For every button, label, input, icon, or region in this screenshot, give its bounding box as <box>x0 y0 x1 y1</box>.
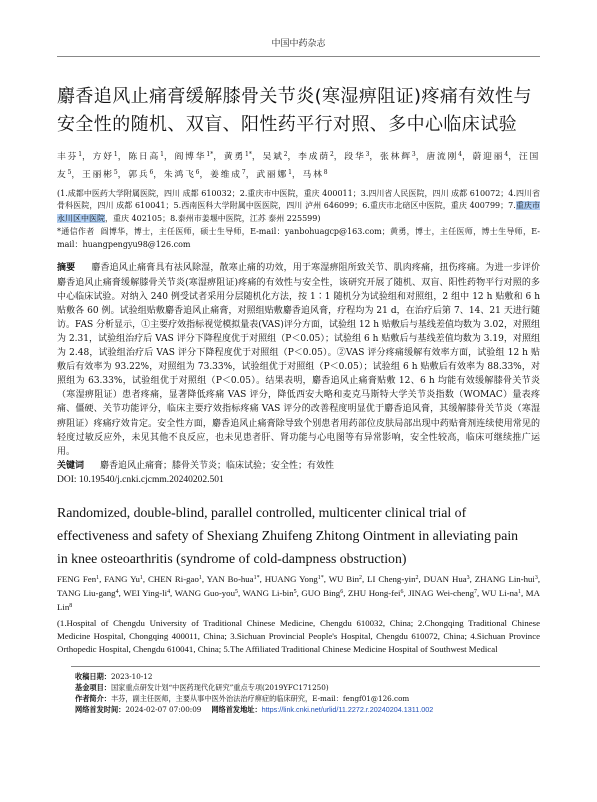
author-en <box>348 588 408 598</box>
author-en <box>475 574 540 584</box>
author-affiliation-mark: 1 <box>78 151 83 159</box>
author-affiliation-mark: 1 <box>139 574 143 581</box>
author-affiliation-mark: 4 <box>458 151 462 159</box>
received-date <box>75 671 540 682</box>
author-affiliation-mark: 1* <box>253 574 260 581</box>
author-cn <box>256 170 302 180</box>
author-separator: ， <box>369 152 381 162</box>
author-separator: ， <box>71 170 83 180</box>
author-separator: , <box>237 587 243 598</box>
author-name: 朱鸿飞 <box>163 170 196 180</box>
author-list-cn <box>57 148 540 184</box>
author-affiliation-mark: 7 <box>474 588 477 595</box>
keywords-label: 关键词 <box>57 460 85 471</box>
author-cn <box>426 152 472 162</box>
online-first-url-link[interactable]: https://link.cnki.net/urlid/11.2272.r.20240204.1311.002 <box>261 705 434 715</box>
author-affiliation-mark: 4 <box>504 151 509 159</box>
author-affiliation-mark: 1 <box>160 151 164 159</box>
author-separator: , <box>201 573 207 584</box>
corresponding-author-label: *通信作者 <box>57 226 95 236</box>
author-name: WEI Ying-li <box>123 587 168 598</box>
author-name: 张林辉 <box>380 152 412 162</box>
author-name: FENG Fen <box>57 573 97 584</box>
author-separator: , <box>361 573 368 584</box>
author-name: 黄勇 <box>223 152 246 162</box>
author-name: 武丽娜 <box>256 170 289 180</box>
author-name: 阎博华 <box>174 152 207 162</box>
author-name: 郭兵 <box>128 170 150 180</box>
author-en <box>482 588 526 598</box>
author-cn <box>93 152 129 162</box>
author-affiliation-mark: 3 <box>534 574 538 581</box>
author-bio-label: 作者简介： <box>75 694 111 704</box>
author-separator: , <box>323 573 329 584</box>
affiliations-text-rest: ，重庆 402105；8.泰州市姜堰中医院，江苏 泰州 225599) <box>105 214 321 224</box>
doi: DOI: 10.19540/j.cnki.cjcmm.20240202.501 <box>57 474 224 485</box>
author-separator: , <box>343 587 348 598</box>
author-en <box>265 574 329 584</box>
author-separator: ， <box>82 152 93 162</box>
author-affiliation-mark: 1 <box>288 169 292 177</box>
author-separator: , <box>476 587 482 598</box>
article-title-en: Randomized, double-blind, parallel controlled, multicenter clinical trial of effectiveness and safety of Shexiang Zhuifeng Zhitong Ointment in alleviating pain in knee osteoarthritis (syndrome of cold-dampness obstruction) <box>57 505 519 567</box>
author-en <box>243 588 302 598</box>
author-name: 唐流刚 <box>426 152 459 162</box>
author-separator: ， <box>213 152 224 162</box>
author-separator: , <box>403 587 409 598</box>
author-affiliation-mark: 8 <box>69 602 73 609</box>
author-en <box>57 574 104 584</box>
selected-text-highlight: 重庆市永川区中医院 <box>57 201 541 224</box>
online-first-time-label: 网络首发时间： <box>75 705 126 715</box>
author-cn <box>303 170 328 180</box>
author-name: 汪国友 <box>57 152 541 180</box>
author-name: ZHANG Lin-hui <box>474 573 535 584</box>
author-cn <box>57 152 93 162</box>
author-name: 丰芬 <box>57 152 79 162</box>
author-affiliation-mark: 1 <box>517 588 521 595</box>
author-affiliation-mark: 5 <box>234 588 238 595</box>
author-affiliation-mark: 5 <box>67 169 72 177</box>
author-affiliation-mark: 2 <box>359 574 362 581</box>
abstract-label: 摘要 <box>57 263 76 274</box>
author-name: WANG Li-bin <box>242 587 294 598</box>
author-en <box>329 574 367 584</box>
author-name: JINAG Wei-cheng <box>408 587 474 598</box>
author-bio-value: 丰芬，副主任医师，主要从事中医外治法治疗痹症的临床研究，E-mail：fengf01@126.com <box>110 694 410 704</box>
author-affiliation-mark: 4 <box>115 588 119 595</box>
author-separator: ， <box>251 152 263 162</box>
corresponding-author <box>57 226 540 252</box>
header-rule <box>57 56 540 57</box>
author-name: 蔚迎丽 <box>472 152 505 162</box>
author-separator: , <box>418 573 424 584</box>
author-name: 段华 <box>344 152 366 162</box>
author-name: 方妤 <box>92 152 114 162</box>
author-affiliation-mark: 4 <box>167 588 171 595</box>
author-en <box>57 588 123 598</box>
article-content <box>57 83 540 715</box>
author-affiliation-mark: 1* <box>317 574 324 581</box>
author-affiliation-mark: 6 <box>340 588 344 595</box>
author-en <box>424 574 475 584</box>
author-name: 李成荫 <box>298 152 330 162</box>
author-separator: , <box>142 573 149 584</box>
author-name: FANG Yu <box>104 573 140 584</box>
author-cn <box>473 152 519 162</box>
author-name: WU Li-na <box>481 587 518 598</box>
online-first-url-label: 网络首发地址： <box>211 705 262 715</box>
author-name: ZHU Hong-fei <box>348 587 401 598</box>
author-cn <box>175 152 224 162</box>
author-cn <box>298 152 344 162</box>
author-affiliation-mark: 3 <box>411 151 416 159</box>
article-title-cn: 麝香追风止痛膏缓解膝骨关节炎(寒湿痹阻证)疼痛有效性与安全性的随机、双盲、阳性药平行对照、多中心临床试验 <box>57 86 532 135</box>
author-separator: , <box>170 587 175 598</box>
author-separator: ， <box>291 170 303 180</box>
author-cn <box>82 170 128 180</box>
author-name: LI Cheng-yin <box>367 573 416 584</box>
article-footnotes <box>71 666 540 716</box>
online-first-time-value: 2024-02-07 07:00:09 <box>125 705 202 715</box>
author-affiliation-mark: 1 <box>198 574 202 581</box>
author-separator: ， <box>163 152 175 162</box>
author-cn <box>344 152 380 162</box>
author-separator: , <box>259 573 265 584</box>
author-separator: ， <box>287 152 299 162</box>
author-en <box>148 574 207 584</box>
author-affiliation-mark: 7 <box>241 169 246 177</box>
author-affiliation-mark: 1* <box>206 151 214 159</box>
author-name: GUO Bing <box>301 587 341 598</box>
author-affiliation-mark: 1* <box>245 151 252 159</box>
author-affiliation-mark: 1 <box>96 574 100 581</box>
author-cn <box>164 170 210 180</box>
author-cn <box>128 152 174 162</box>
author-separator: ， <box>461 152 473 162</box>
received-date-value: 2023-10-12 <box>110 672 153 682</box>
affiliations-cn <box>57 188 540 226</box>
author-name: HUANG Yong <box>264 573 318 584</box>
author-separator: , <box>520 587 526 598</box>
author-name: WANG Guo-you <box>174 587 235 598</box>
author-affiliation-mark: 6 <box>400 588 404 595</box>
author-en <box>408 588 481 598</box>
author-separator: , <box>469 573 475 584</box>
author-affiliation-mark: 1 <box>113 151 118 159</box>
funding <box>75 682 540 693</box>
funding-value: 国家重点研发计划“中医药现代化研究”重点专项(2019YFC171250) <box>110 683 329 693</box>
author-separator: ， <box>508 152 519 162</box>
online-first <box>75 704 540 715</box>
author-cn <box>262 152 298 162</box>
author-affiliation-mark: 3 <box>365 151 370 159</box>
author-separator: , <box>537 573 541 584</box>
author-name: WU Bin <box>328 573 359 584</box>
author-name: 王丽彬 <box>82 170 114 180</box>
author-en <box>367 574 424 584</box>
author-cn <box>380 152 426 162</box>
author-name: CHEN Ri-gao <box>148 573 199 584</box>
author-name: TANG Liu-gang <box>57 587 116 598</box>
author-separator: ， <box>117 170 129 180</box>
affiliations-text: (1.成都中医药大学附属医院，四川 成都 610032；2.重庆市中医院，重庆 400011；3.四川省人民医院，四川 成都 610072；4.四川省骨科医院，四川 成都 610041；5.西南医科大学附属中医医院，四川 泸州 646099；6.重庆市北碚区中医院，重庆 400799；7. <box>57 188 540 211</box>
author-bio <box>75 693 540 704</box>
author-separator: ， <box>415 152 427 162</box>
author-separator: ， <box>117 152 129 162</box>
author-separator: , <box>296 587 302 598</box>
corresponding-author-text: 阎博华，博士，主任医师，硕士生导师，E-mail：yanbohuagcp@163.com；黄勇，博士，主任医师，博士生导师，E-mail：huangpengyu98@126.com <box>57 226 540 249</box>
author-name: MA Lin <box>57 587 540 612</box>
author-name: 吴斌 <box>262 152 284 162</box>
received-date-label: 收稿日期： <box>75 672 111 682</box>
author-en <box>207 574 265 584</box>
author-separator: ， <box>333 152 345 162</box>
author-separator: ， <box>199 170 211 180</box>
keywords-cn <box>57 459 540 473</box>
author-affiliation-mark: 3 <box>466 574 470 581</box>
abstract-cn <box>57 261 540 458</box>
author-en <box>104 574 148 584</box>
author-cn <box>210 170 256 180</box>
author-en <box>123 588 174 598</box>
author-affiliation-mark: 8 <box>323 169 328 177</box>
abstract-text: 麝香追风止痛膏具有祛风除湿，散寒止痛的功效，用于寒湿痹阻所致关节、肌肉疼痛，扭伤疼痛。为进一步评价麝香追风止痛膏缓解膝骨关节炎(寒湿痹阻证)疼痛的有效性与安全性，该研究开展了随机、双盲、阳性药物平行对照的多中心临床试验。对纳入 240 例受试者采用分层随机化方法，按 1∶1 随机分为试验组和对照组，2 组中 12 h 贴敷和 6 h 贴敷各 60 例。试验组贴敷麝香追风止痛膏，对照组贴敷麝香追风膏，疗程均为 21 d，在治疗后第 7、14、21 天进行随访。FAS 分析显示，①主要疗效指标视觉模拟量表(VAS)评分方面，试验组 12 h 贴敷后与基线差值均数为 3.02，对照组为 2.31，试验组治疗后 VAS 评分下降程度优于对照组（P＜0.05）；试验组 6 h 贴敷后与基线差值均数为 3.19，对照组为 2.48，试验组治疗后 VAS 评分下降程度优于对照组（P＜0.05）。②VAS 评分疼痛缓解有效率方面，试验组 12 h 贴敷后有效率为 93.22%，对照组为 73.33%，试验组优于对照组（P＜0.05）；试验组 6 h 贴敷后有效率为 88.33%，对照组为 63.33%，试验组优于对照组（P＜0.05）。结果表明，麝香追风止痛膏贴敷 12、6 h 均能有效缓解膝骨关节炎（寒湿痹阻证）患者疼痛，显著降低疼痛 VAS 评分，降低西安大略和麦克马斯特大学关节炎指数（WOMAC）量表疼痛、僵硬、关节功能评分，临床主要疗效指标疼痛 VAS 评分的改善程度明显优于麝香追风膏，其缓解膝骨关节炎（寒湿痹阻证）疼痛疗效肯定。安全性方面，麝香追风止痛膏除导致个别患者用药部位皮肤局部出现中药贴膏剂连续使用常见的轻度过敏反应外，未见其他不良反应，也未见患者肝、肾功能与心电图等有异常影响，安全性较高，临床可继续推广运用。 <box>57 263 540 457</box>
author-affiliation-mark: 5 <box>293 588 297 595</box>
author-name: 姜维成 <box>210 170 242 180</box>
author-affiliation-mark: 2 <box>283 151 288 159</box>
author-name: DUAN Hua <box>423 573 467 584</box>
journal-header: 中国中药杂志 <box>271 39 326 49</box>
author-list-en <box>57 572 540 614</box>
author-en <box>301 588 348 598</box>
author-separator: , <box>99 573 105 584</box>
author-affiliation-mark: 5 <box>113 169 118 177</box>
funding-label: 基金项目： <box>75 683 111 693</box>
author-separator: , <box>118 587 124 598</box>
author-cn <box>128 170 164 180</box>
author-name: 陈日高 <box>128 152 161 162</box>
author-en <box>175 588 243 598</box>
author-name: YAN Bo-hua <box>206 573 254 584</box>
author-affiliation-mark: 2 <box>329 151 334 159</box>
author-separator: ， <box>245 170 257 180</box>
author-affiliation-mark: 6 <box>195 169 200 177</box>
author-name: 马林 <box>302 170 324 180</box>
author-separator: ， <box>153 170 164 180</box>
affiliations-en: (1.Hospital of Chengdu University of Traditional Chinese Medicine, Chengdu 610032, China; 2.Chongqing Traditional Chinese Medicine Hospital, Chongqing 400011, China; 3.Sichuan Provincial People's Hospital, Chengdu 610072, China; 4.Sichuan Province Orthopedic Hospital, Chengdu 610041, China; 5.The Affiliated Traditional Chinese Medicine Hospital of Southwest Medical <box>57 618 540 655</box>
author-affiliation-mark: 6 <box>149 169 154 177</box>
keywords-text: 麝香追风止痛膏；膝骨关节炎；临床试验；安全性；有效性 <box>100 460 335 471</box>
author-affiliation-mark: 2 <box>415 574 419 581</box>
author-cn <box>224 152 263 162</box>
